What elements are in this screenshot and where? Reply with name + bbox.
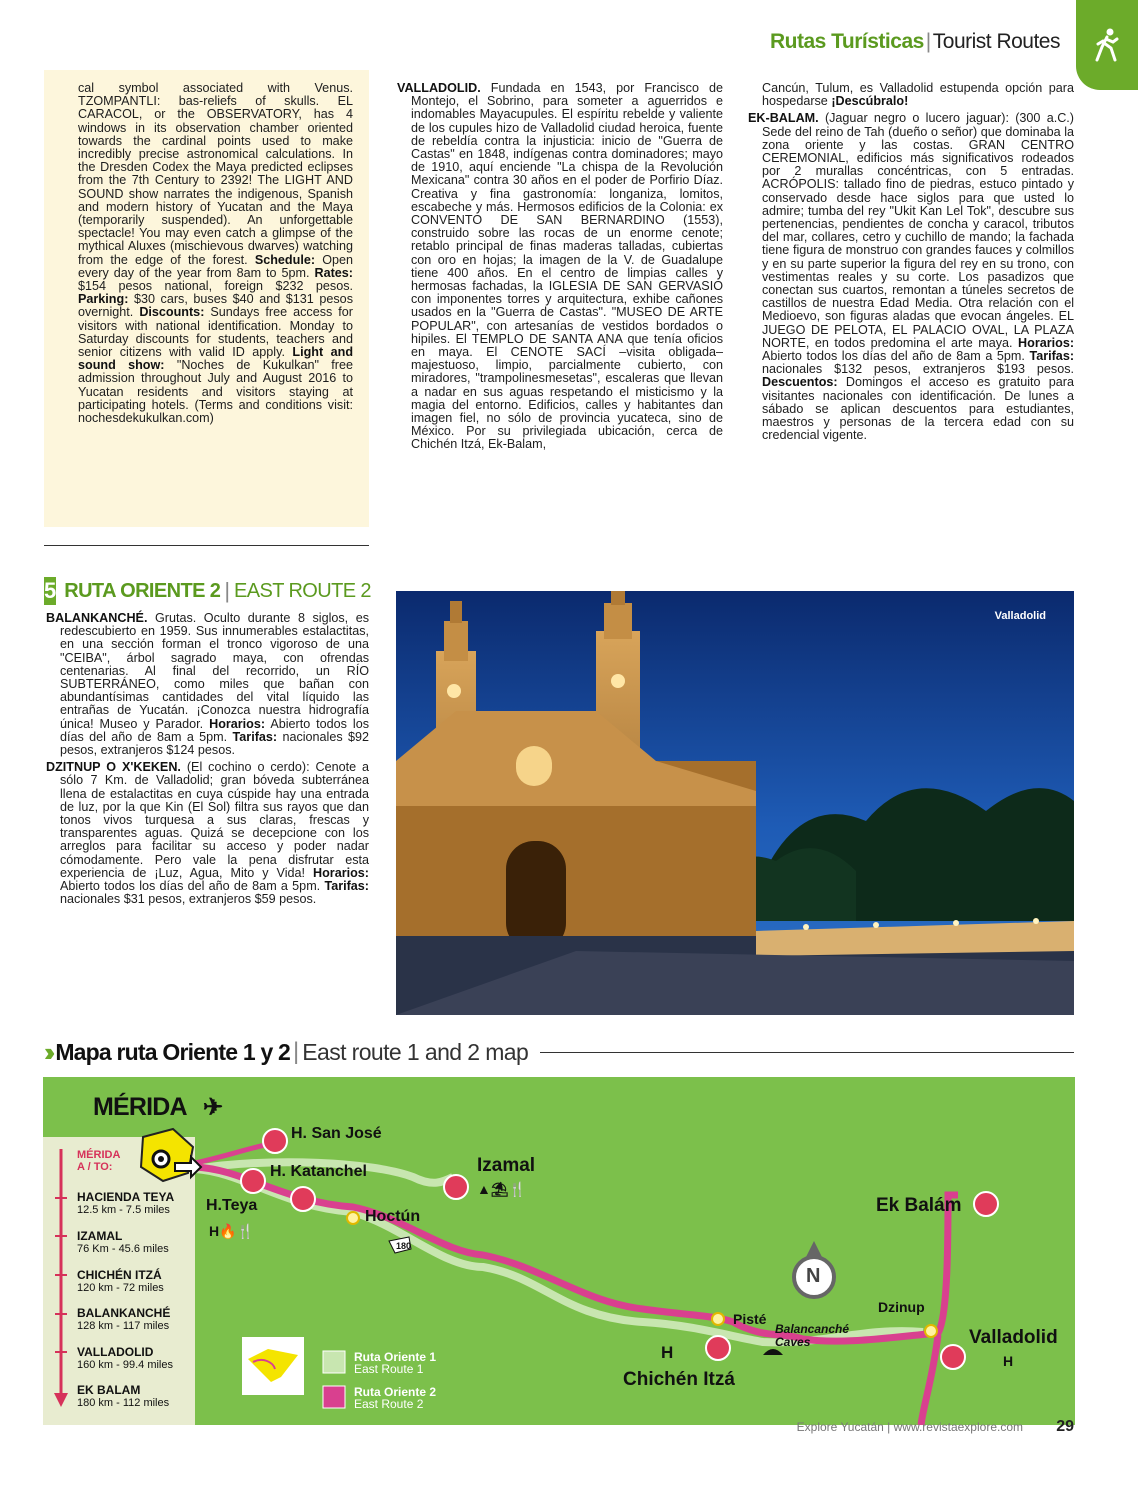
label-dzinup: Dzinup [878, 1299, 925, 1315]
column-1 [46, 612, 369, 910]
map-origin: MÉRIDA [93, 1093, 187, 1121]
stop-valladolid: VALLADOLID 160 km - 99.4 miles [77, 1345, 173, 1371]
label-chichen-services: H [661, 1343, 674, 1362]
label-valladolid: Valladolid [969, 1327, 1058, 1348]
section-number: 5 [44, 578, 57, 603]
izamal-services-icon: ▲⛱🍴 [477, 1181, 527, 1197]
label-chichen: Chichén Itzá [623, 1369, 735, 1390]
section-heading: 5 RUTA ORIENTE 2 | EAST ROUTE 2 [44, 578, 371, 603]
label-san-jose: H. San José [291, 1125, 382, 1142]
valladolid-photo [396, 591, 1074, 1015]
page-header: Rutas Turísticas|Tourist Routes [769, 30, 1060, 53]
label-ekbalam: Ek Balám [876, 1195, 962, 1216]
label-valladolid-services: H [1003, 1353, 1014, 1369]
column-3 [748, 82, 1074, 446]
route-map [43, 1077, 1075, 1425]
map-title-en: East route 1 and 2 map [302, 1038, 529, 1065]
north-label: N [806, 1265, 821, 1287]
stop-balankanche: BALANKANCHÉ 128 km - 117 miles [77, 1306, 171, 1332]
chevron-right-icon: ›› [44, 1036, 50, 1067]
stop-ekbalam: EK BALAM 180 km - 112 miles [77, 1383, 170, 1409]
valladolid-cont: Cancún, Tulum, es Valladolid estupenda opción para hospedarse ¡Descúbralo! [762, 81, 1074, 109]
balankanche-entry: BALANKANCHÉ. Grutas. Oculto durante 8 siglos, es redescubierto en 1959. Sus innumerables estalactitas, en una sección forman el tronco vigoroso de una "CEIBA", árbol sagrado maya, con ofrendas centenarias. Al final del recorrido, un RÍO SUBTERRÁNEO, como miles que bañan con abundantísimas cantidades del vital líquido las entrañas de Yucatán. ¡Conozca nuestra hidrografía única! Museo y Parador. Horarios: Abierto todos los días del año de 8am a 5pm. Tarifas: nacionales $92 pesos, extranjeros $124 pesos. [46, 611, 370, 758]
section-tab [1076, 0, 1138, 90]
label-katanchel: H. Katanchel [270, 1163, 367, 1180]
legend-route1: Ruta Oriente 1 East Route 1 [354, 1350, 437, 1376]
section-title-es: RUTA ORIENTE 2 [64, 579, 221, 602]
dzitnup-entry: DZITNUP O X'KEKEN. (El cochino o cerdo): Cenote a sólo 7 Km. de Valladolid; gran bóveda subterránea llena de estalactitas en cuya cúspide hay una entrada de luz, por la que Kin (El Sol) filtra sus rayos que dan tonos vivos turquesa a sus claras, frescas y transparentes aguas. Quizá se decepcione con los arreglos para facilitar su acceso y poder nadar cómodamente. Pero vale la pena disfrutar esta experiencia de ¡Luz, Agua, Mito y Vida! Horarios: Abierto todos los días del año de 8am a 5pm. Tarifas: nacionales $31 pesos, extranjeros $59 pesos. [46, 760, 370, 907]
page-number: 29 [1056, 1418, 1074, 1435]
stop-chichen: CHICHÉN ITZÁ 120 km - 72 miles [77, 1268, 164, 1294]
legend-route2: Ruta Oriente 2 East Route 2 [354, 1385, 437, 1411]
header-title-en: Tourist Routes [932, 30, 1060, 53]
chichen-info-box [44, 70, 369, 527]
valladolid-entry: VALLADOLID. Fundada en 1543, por Francisco de Montejo, el Sobrino, para someter a aguerridos e indomables Mayacupules. El espíritu rebelde y valiente de los cupules hizo de Valladolid ciudad heroica, fuente de rebeldía contra la injusticia: inicio de "Guerra de Castas" en 1848, indígenas contra dominadores; mayo de 1910, aquí enciende "La chispa de la Revolución Mexicana" contra 30 años en el poder de Porfirio Díaz. Creativa y fina gastronomía: longaniza, lomitos, escabeche y más. Hermosos edificios de la Colonia: ex CONVENTO DE SAN BERNARDINO (1553), construido sobre las rocas de un enorme cenote; retablo principal de finas maderas talladas, cubiertas con oro en hojas; la imagen de la V. de Guadalupe tiene 400 años. En el centro de limpias calles y hermosas fachadas, la IGLESIA DE SAN GERVASIO con imponentes torres y arquitectura, exhibe cañones usados en la "Guerra de Castas". "MUSEO DE ARTE POPULAR", con artesanías de vestidos bordados o hipiles. El TEMPLO DE SANTA ANA que tenía oficios en maya. El CENOTE SACÍ –visita obligada– majestuoso, limpio, parcialmente cubierto, con miradores, "trampolinesmesetas", escaleras que llevan a nadar en sus aguas respetando el misticismo y la magia del entorno. Edificios, calles y habitantes dan imagen fiel, no sólo de provincia yucateca, sino de México. Por su privilegiada ubicación, cerca de Chichén Itzá, Ek-Balam, [397, 81, 723, 452]
ekbalam-entry: EK-BALAM. (Jaguar negro o lucero jaguar): (300 a.C.) Sede del reino de Tah (dueño o señor) que dominaba la zona oriente y las costas. GRAN CENTRO CEREMONIAL, edificios más significativos rodeados por 2 murallas concéntricas, con 5 entradas. ACRÓPOLIS: tallado fino de piedras, estuco pintado y conservado desde hace siglos para que usted lo admire; tumba del rey "Ukit Kan Lel Tok", descubre sus pertenencias, pendientes de concha y caracol, tributos del mar, collares, cetro y cuchillo de mando; la fachada tiene figura de monstruo con grandes fauces y colmillos y en su parte superior la figura del rey en su trono, con vestimentas reales y su corte. Los pasadizos que conectan sus cuartos, remontan a túneles secretos de castillos de nuestra Edad Media. Otra relación con el Medioevo, son figuras aladas que evocan ángeles. EL JUEGO DE PELOTA, EL PALACIO OVAL, LA PLAZA NORTE, en todos predomina el arte maya. Horarios: Abierto todos los días del año de 8am a 5pm. Tarifas: nacionales $132 pesos, extranjeros $193 pesos. Descuentos: Domingos el acceso es gratuito para visitantes nacionales con identificación. De lunes a sábado se aplican descuentos para estudiantes, maestros y personas de la tercera edad con su credencial vigente. [748, 111, 1075, 443]
map-title-es: Mapa ruta Oriente 1 y 2 [55, 1038, 291, 1065]
box-text: cal symbol associated with Venus. TZOMPANTLI: bas-reliefs of skulls. EL CARACOL, or the OBSERVATORY, has 4 windows in its observation chamber oriented towards the cardinal points used to make incredibly precise astronomical calculations. In the Dresden Codex the Maya predicted eclipses from the 7th Century to 2392! The LIGHT AND SOUND show narrates the indigenous, Spanish and modern history of Yucatan and the Maya (temporarily suspended). An unforgettable spectacle! You may even catch a glimpse of the mythical Aluxes (mischievous dwarves) watching from the edge of the forest. Schedule: Open every day of the year from 8am to 5pm. Rates: $154 pesos national, foreign $232 pesos. Parking: $30 cars, buses $40 and $131 pesos overnight. Discounts: Sundays free access for visitors with national identification. Monday to Saturday discounts for students, teachers and senior citizens with valid ID apply. Light and sound show: "Noches de Kukulkan" free admission throughout July and August 2016 to Yucatan residents and visitors staying at participating hotels. (Terms and conditions visit: nochesdekukulkan.com) [78, 81, 354, 426]
section-title-en: EAST ROUTE 2 [234, 579, 371, 602]
label-piste: Pisté [733, 1311, 767, 1327]
stop-teya: HACIENDA TEYA 12.5 km - 7.5 miles [77, 1190, 175, 1216]
photo-caption: Valladolid [994, 610, 1046, 622]
column-2 [397, 82, 723, 456]
legend-head: MÉRIDA A / TO: [77, 1149, 121, 1173]
footer-text: Explore Yucatán | www.revistaexplore.com [796, 1420, 1023, 1434]
label-teya: H.Teya [206, 1197, 258, 1214]
label-izamal: Izamal [477, 1155, 536, 1176]
header-title-es: Rutas Turísticas [769, 30, 924, 53]
hiker-icon [1093, 27, 1121, 63]
label-hoctun: Hoctún [365, 1208, 421, 1225]
section-divider [44, 545, 369, 546]
label-highway: 180 [396, 1241, 412, 1251]
label-teya-services: H🔥🍴 [209, 1223, 254, 1239]
stop-izamal: IZAMAL 76 Km - 45.6 miles [77, 1229, 169, 1255]
airplane-icon: ✈ [203, 1094, 224, 1121]
map-title: ›› Mapa ruta Oriente 1 y 2 | East route 1 and 2 map [44, 1037, 1074, 1067]
label-balancanche: Balancanché Caves [775, 1322, 850, 1349]
